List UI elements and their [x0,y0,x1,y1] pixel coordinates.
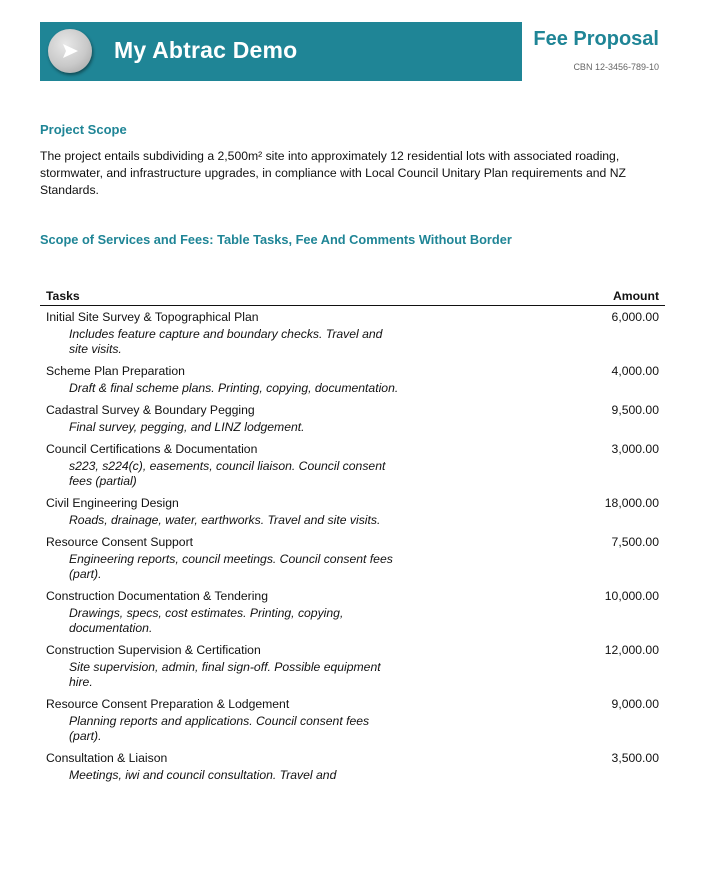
table-row-comment [40,456,665,492]
task-name: Construction Supervision & Certification [46,643,261,657]
table-row-comment [40,603,665,639]
table-row-comment [40,324,665,360]
task-amount: 6,000.00 [611,310,659,324]
table-row-comment [40,765,665,786]
table-row [40,399,665,417]
table-row [40,492,665,510]
chevron-right-icon [60,41,80,61]
task-amount: 7,500.00 [611,535,659,549]
task-amount: 9,500.00 [611,403,659,417]
table-row-comment [40,510,665,531]
task-name: Scheme Plan Preparation [46,364,185,378]
table-row [40,693,665,711]
task-comment: s223, s224(c), easements, council liaison. Council consent fees (partial) [69,459,386,488]
task-comment-cell [40,711,665,747]
task-comment-cell [40,510,665,531]
task-name: Civil Engineering Design [46,496,179,510]
task-amount: 3,500.00 [611,751,659,765]
task-comment-cell [40,417,665,438]
cbn-number: CBN 12-3456-789-10 [573,62,659,72]
task-comment: Roads, drainage, water, earthworks. Travel and site visits. [69,513,381,527]
task-name: Initial Site Survey & Topographical Plan [46,310,259,324]
project-scope-heading: Project Scope [40,122,127,137]
table-row [40,360,665,378]
task-name: Council Certifications & Documentation [46,442,258,456]
task-comment-cell [40,324,665,360]
table-row-comment [40,417,665,438]
task-comment: Engineering reports, council meetings. Council consent fees (part). [69,552,393,581]
task-comment: Meetings, iwi and council consultation. Travel and [69,768,337,782]
table-row [40,639,665,657]
task-comment: Drawings, specs, cost estimates. Printing, copying, documentation. [69,606,344,635]
table-row-comment [40,711,665,747]
task-amount: 10,000.00 [604,589,659,603]
task-comment-cell [40,549,665,585]
task-comment: Site supervision, admin, final sign-off. Possible equipment hire. [69,660,381,689]
task-name: Resource Consent Support [46,535,194,549]
task-amount: 3,000.00 [611,442,659,456]
task-comment-cell [40,603,665,639]
column-header-amount: Amount [536,287,665,306]
task-comment: Draft & final scheme plans. Printing, copying, documentation. [69,381,399,395]
task-amount: 9,000.00 [611,697,659,711]
table-row-comment [40,549,665,585]
table-row [40,747,665,765]
task-comment-cell [40,378,665,399]
task-comment-cell [40,765,665,786]
task-name: Resource Consent Preparation & Lodgement [46,697,290,711]
company-logo [48,29,92,73]
table-row [40,438,665,456]
task-comment-cell [40,456,665,492]
document-type-title: Fee Proposal [533,28,659,50]
task-amount: 4,000.00 [611,364,659,378]
task-comment: Planning reports and applications. Council consent fees (part). [69,714,370,743]
company-name: My Abtrac Demo [114,37,298,63]
table-row-comment [40,657,665,693]
task-name: Consultation & Liaison [46,751,168,765]
table-row-comment [40,378,665,399]
table-row [40,585,665,603]
header-banner [40,22,522,81]
table-row [40,531,665,549]
fees-table [40,287,665,786]
task-amount: 18,000.00 [604,496,659,510]
column-header-tasks: Tasks [40,287,536,306]
table-row [40,306,665,325]
task-name: Cadastral Survey & Boundary Pegging [46,403,255,417]
task-name: Construction Documentation & Tendering [46,589,268,603]
task-comment: Final survey, pegging, and LINZ lodgement. [69,420,305,434]
project-scope-text: The project entails subdividing a 2,500m² site into approximately 12 residential lots with associated roading, stormwater, and infrastructure upgrades, in compliance with Local Council Unitary Plan requirements and NZ Standards. [40,149,626,197]
task-comment: Includes feature capture and boundary checks. Travel and site visits. [69,327,383,356]
fees-section-heading: Scope of Services and Fees: Table Tasks, Fee And Comments Without Border [40,232,512,247]
task-comment-cell [40,657,665,693]
task-amount: 12,000.00 [604,643,659,657]
table-header-row [40,287,665,306]
